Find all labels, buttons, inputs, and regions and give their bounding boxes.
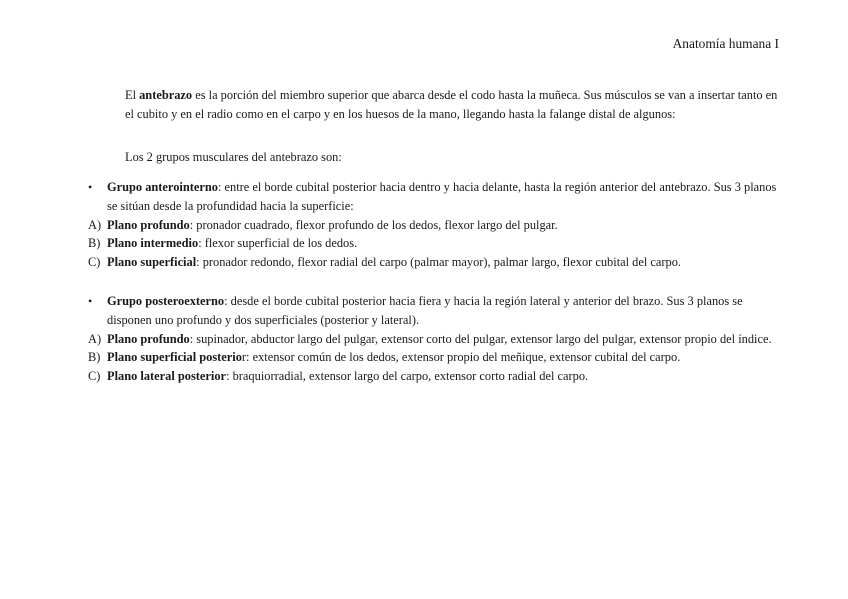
- page-header-title: Anatomía humana I: [672, 36, 779, 51]
- muscle-group-anterointerno: [88, 178, 788, 272]
- group-description: : desde el borde cubital posterior hacia fiera y hacia la región lateral y anterior del brazo. Sus 3 planos se disponen uno profundo y dos superficiales (posterior y lateral).: [107, 294, 743, 327]
- group-heading: [88, 178, 788, 216]
- muscle-group-posteroexterno: [88, 292, 788, 386]
- list-item-letter: A): [88, 331, 102, 346]
- list-item-text: : braquiorradial, extensor largo del carpo, extensor corto radial del carpo.: [226, 369, 589, 384]
- list-item: [88, 234, 788, 253]
- list-item-text: : supinador, abductor largo del pulgar, extensor corto del pulgar, extensor largo del pulgar, extensor propio del índice.: [189, 331, 772, 346]
- list-item-name: Plano superficial posterio: [107, 350, 242, 365]
- list-item-text: : flexor superficial de los dedos.: [198, 236, 358, 251]
- list-item-name: Plano superficial: [107, 255, 197, 270]
- bullet-icon: •: [88, 294, 93, 308]
- list-item-letter: B): [88, 350, 101, 365]
- group-title: Grupo posteroexterno: [107, 294, 225, 308]
- list-item-letter: C): [88, 369, 101, 384]
- groups-intro-paragraph: [125, 148, 781, 167]
- list-item: [88, 253, 788, 272]
- list-item-letter: C): [88, 255, 101, 270]
- groups-intro-text: Los 2 grupos musculares del antebrazo son:: [125, 150, 342, 164]
- intro-paragraph: [125, 86, 781, 124]
- intro-bold-term: antebrazo: [139, 88, 193, 102]
- list-item-name: Plano profundo: [107, 331, 190, 346]
- intro-text: es la porción del miembro superior que abarca desde el codo hasta la muñeca. Sus músculos se van a insertar tanto en el cubito y en el radio como en el carpo y en los huesos de la mano, llegando hasta la falange distal de algunos:: [125, 88, 778, 121]
- list-item: [88, 216, 788, 235]
- list-item: [88, 348, 788, 367]
- group-title: Grupo anterointerno: [107, 180, 218, 194]
- list-item-name: Plano lateral posterior: [107, 369, 227, 384]
- group-description: : entre el borde cubital posterior hacia dentro y hacia delante, hasta la región anterior del antebrazo. Sus 3 planos se sitúan desde la profundidad hacia la superficie:: [107, 180, 777, 213]
- group-heading: [88, 292, 788, 330]
- list-item: [88, 367, 788, 386]
- list-item-name: Plano intermedio: [107, 236, 199, 251]
- list-item-name: Plano profundo: [107, 217, 190, 232]
- intro-prefix: El: [125, 88, 140, 102]
- list-item-text: r: extensor común de los dedos, extensor propio del meñique, extensor cubital del carpo.: [241, 350, 681, 365]
- list-item-text: : pronador cuadrado, flexor profundo de los dedos, flexor largo del pulgar.: [189, 217, 558, 232]
- list-item-letter: A): [88, 217, 102, 232]
- list-item-text: : pronador redondo, flexor radial del carpo (palmar mayor), palmar largo, flexor cubital del carpo.: [196, 255, 682, 270]
- list-item-letter: B): [88, 236, 101, 251]
- bullet-icon: •: [88, 180, 93, 194]
- list-item: [88, 330, 788, 349]
